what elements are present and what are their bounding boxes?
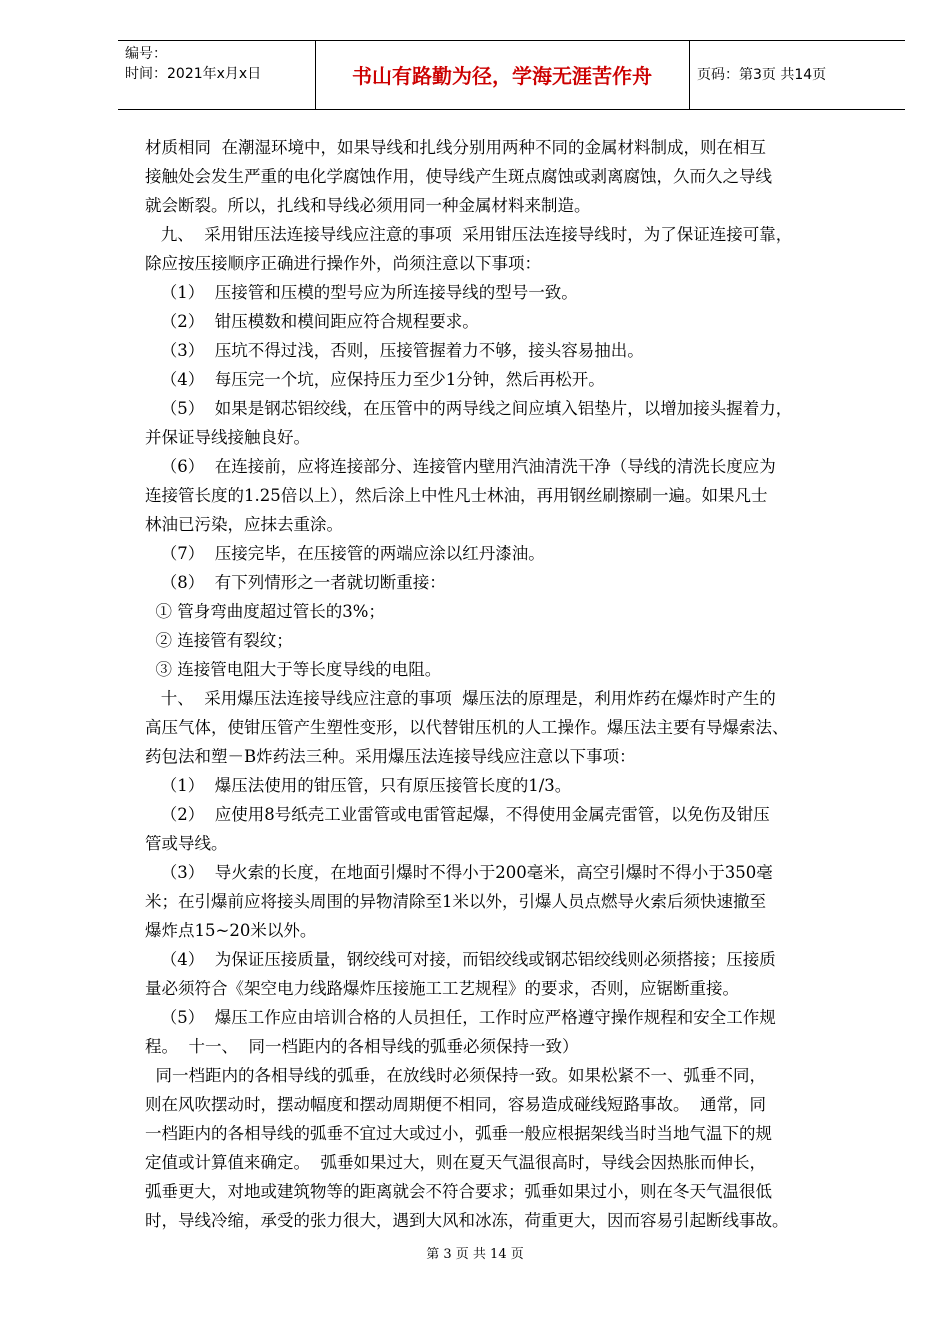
body-text-line: 林油已污染，应抹去重涂。 (145, 515, 343, 534)
body-text-line: 高压气体，使钳压管产生塑性变形，以代替钳压机的人工操作。爆压法主要有导爆索法、 (145, 718, 789, 737)
body-text-line: 爆炸点15~20米以外。 (145, 921, 317, 940)
header-page-info: 页码：第3页 共14页 (697, 67, 827, 83)
document-number-label: 编号： (125, 46, 167, 62)
body-text-line: （5） 爆压工作应由培训合格的人员担任，工作时应严格遵守操作规程和安全工作规 (145, 1008, 776, 1027)
body-text-line: （6） 在连接前，应将连接部分、连接管内壁用汽油清洗干净（导线的清洗长度应为 (145, 457, 776, 476)
header-motto-cell (315, 41, 690, 109)
body-text-line: 材质相同 在潮湿环境中，如果导线和扎线分别用两种不同的金属材料制成，则在相互 (145, 138, 766, 157)
body-text-line: （7） 压接完毕，在压接管的两端应涂以红丹漆油。 (145, 544, 545, 563)
body-text-line: 十、 采用爆压法连接导线应注意的事项 爆压法的原理是，利用炸药在爆炸时产生的 (145, 689, 776, 708)
header-meta-cell (118, 41, 316, 109)
body-text-line: 量必须符合《架空电力线路爆炸压接施工工艺规程》的要求，否则，应锯断重接。 (145, 979, 739, 998)
body-text-line: （3） 导火索的长度，在地面引爆时不得小于200毫米，高空引爆时不得小于350毫 (145, 863, 773, 882)
body-text-line: 米；在引爆前应将接头周围的异物清除至1米以外，引爆人员点燃导火索后须快速撤至 (145, 892, 766, 911)
body-text-line: 除应按压接顺序正确进行操作外，尚须注意以下事项： (145, 254, 541, 273)
body-text-line: 则在风吹摆动时，摆动幅度和摆动周期便不相同，容易造成碰线短路事故。 通常，同 (145, 1095, 766, 1114)
body-text-line: 定值或计算值来确定。 弧垂如果过大，则在夏天气温很高时，导线会因热胀而伸长， (145, 1153, 766, 1172)
body-text-line: 九、 采用钳压法连接导线应注意的事项 采用钳压法连接导线时，为了保证连接可靠， (145, 225, 793, 244)
body-text-line: 程。 十一、 同一档距内的各相导线的弧垂必须保持一致） (145, 1037, 579, 1056)
page-header (118, 40, 905, 110)
body-text-line: 管或导线。 (145, 834, 228, 853)
body-text-line: ③ 连接管电阻大于等长度导线的电阻。 (145, 660, 442, 679)
header-page-cell (689, 41, 905, 109)
body-text-line: （5） 如果是钢芯铝绞线，在压管中的两导线之间应填入铝垫片，以增加接头握着力， (145, 399, 793, 418)
body-text-line: 药包法和塑－B炸药法三种。采用爆压法连接导线应注意以下事项： (145, 747, 636, 766)
body-text-line: （2） 应使用8号纸壳工业雷管或电雷管起爆，不得使用金属壳雷管，以免伤及钳压 (145, 805, 770, 824)
body-text-line: （1） 爆压法使用的钳压管，只有原压接管长度的1/3。 (145, 776, 572, 795)
body-text-line: 接触处会发生严重的电化学腐蚀作用，使导线产生斑点腐蚀或剥离腐蚀，久而久之导线 (145, 167, 772, 186)
body-text-line: 就会断裂。所以，扎线和导线必须用同一种金属材料来制造。 (145, 196, 591, 215)
body-text-line: （4） 为保证压接质量，钢绞线可对接，而铝绞线或钢芯铝绞线则必须搭接；压接质 (145, 950, 776, 969)
body-text-line: 并保证导线接触良好。 (145, 428, 310, 447)
document-time-label: 时间：2021年x月x日 (125, 66, 262, 82)
body-text-line: 一档距内的各相导线的弧垂不宜过大或过小，弧垂一般应根据架线当时当地气温下的规 (145, 1124, 772, 1143)
body-text-line: 时，导线冷缩，承受的张力很大，遇到大风和冰冻，荷重更大，因而容易引起断线事故。 (145, 1211, 789, 1230)
page-footer: 第 3 页 共 14 页 (426, 1247, 524, 1262)
body-text-line: 连接管长度的1.25倍以上），然后涂上中性凡士林油，再用钢丝刷擦刷一遍。如果凡士 (145, 486, 768, 505)
body-text-line: （3） 压坑不得过浅，否则，压接管握着力不够，接头容易抽出。 (145, 341, 644, 360)
body-text-line: ① 管身弯曲度超过管长的3%； (145, 602, 385, 621)
document-body (145, 133, 885, 1235)
header-motto: 书山有路勤为径，学海无涯苦作舟 (352, 64, 652, 88)
body-text-line: 弧垂更大，对地或建筑物等的距离就会不符合要求；弧垂如果过小，则在冬天气温很低 (145, 1182, 772, 1201)
body-text-line: 同一档距内的各相导线的弧垂，在放线时必须保持一致。如果松紧不一、弧垂不同， (145, 1066, 766, 1085)
body-text-line: （2） 钳压模数和模间距应符合规程要求。 (145, 312, 479, 331)
body-text-line: （4） 每压完一个坑，应保持压力至少1分钟，然后再松开。 (145, 370, 605, 389)
body-text-line: ② 连接管有裂纹； (145, 631, 293, 650)
body-text-line: （1） 压接管和压模的型号应为所连接导线的型号一致。 (145, 283, 578, 302)
body-text-line: （8） 有下列情形之一者就切断重接： (145, 573, 446, 592)
